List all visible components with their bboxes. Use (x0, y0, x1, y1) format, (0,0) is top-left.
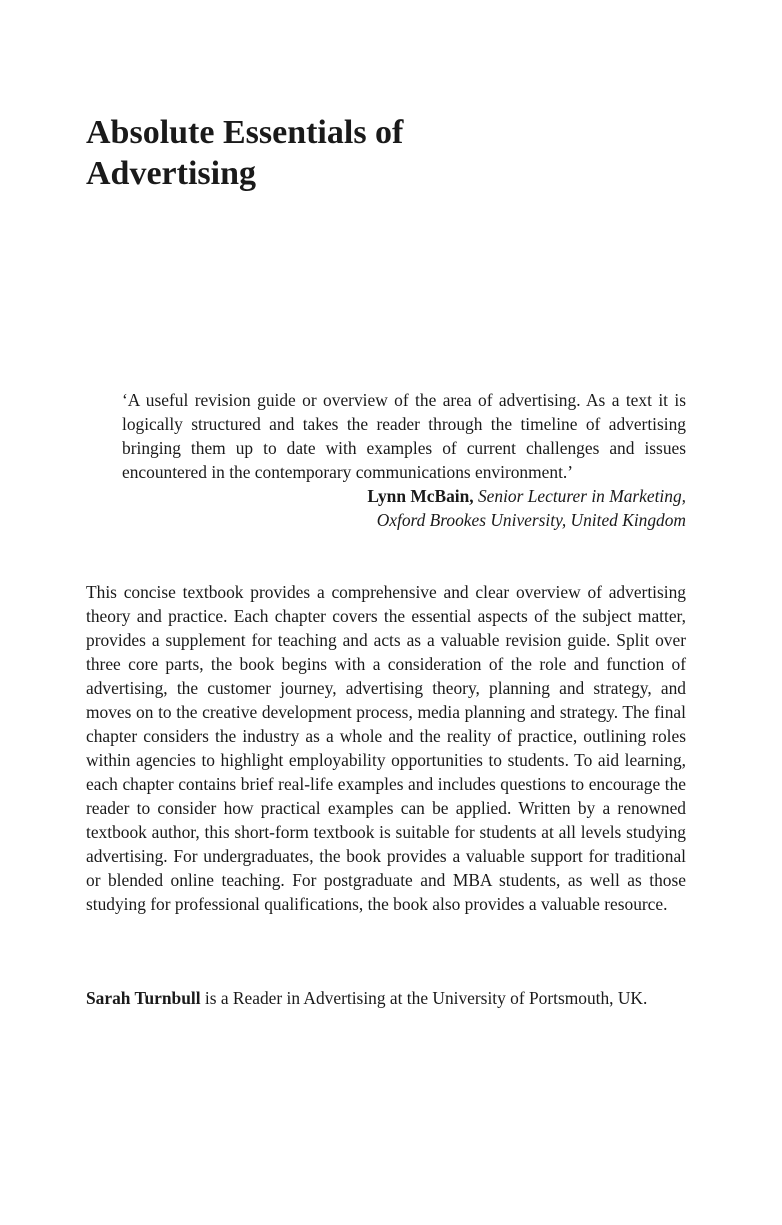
endorser-role: Senior Lecturer in Marketing, (477, 486, 686, 506)
book-title (86, 112, 686, 194)
endorser-name: Lynn McBain, (367, 486, 474, 506)
author-bio (86, 986, 686, 1010)
endorsement-block (122, 388, 686, 532)
author-bio-text: is a Reader in Advertising at the University of Portsmouth, UK. (200, 988, 648, 1008)
endorser-affiliation: Oxford Brookes University, United Kingdom (376, 510, 686, 530)
book-description: This concise textbook provides a comprehensive and clear overview of advertising theory and practice. Each chapter covers the essential aspects of the subject matter, provides a supplement for teaching and acts as a valuable revision guide. Split over three core parts, the book begins with a consideration of the role and function of advertising, the customer journey, advertising theory, planning and strategy, and moves on to the creative development process, media planning and strategy. The final chapter considers the industry as a whole and the reality of practice, outlining roles within agencies to highlight employability opportunities to students. To aid learning, each chapter contains brief real-life examples and includes questions to encourage the reader to consider how practical examples can be applied. Written by a renowned textbook author, this short-form textbook is suitable for students at all levels studying advertising. For undergraduates, the book provides a valuable support for traditional or blended online teaching. For postgraduate and MBA students, as well as those studying for professional qualifications, the book also provides a valuable resource. (86, 582, 686, 914)
endorsement-quote: ‘A useful revision guide or overview of the area of advertising. As a text it is logically structured and takes the reader through the timeline of advertising bringing them up to date with examples of current challenges and issues encountered in the contemporary communications environment.’ (122, 390, 686, 482)
book-title-line-2: Advertising (86, 155, 256, 192)
book-title-line-1: Absolute Essentials of (86, 114, 404, 151)
endorsement-attribution (122, 484, 686, 532)
author-name: Sarah Turnbull (86, 988, 201, 1008)
